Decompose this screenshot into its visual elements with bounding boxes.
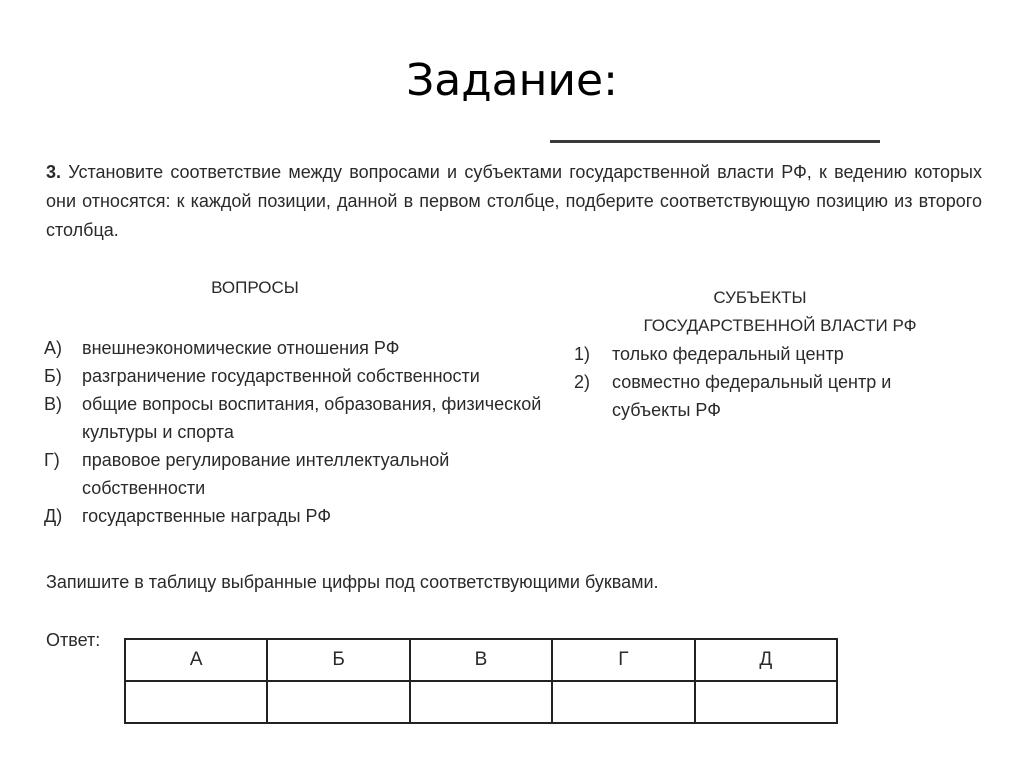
task-text: Установите соответствие между вопросами и субъектами государственной власти РФ, к ведению которых они относятся: к каждой позиции, данной в первом столбце, подберите соответствующую позицию из второго столбца. xyxy=(46,162,982,240)
answer-column-header: А xyxy=(125,639,267,681)
subject-marker: 1) xyxy=(574,344,591,364)
top-divider xyxy=(550,140,880,143)
answer-input-row xyxy=(125,681,837,723)
question-marker: Д) xyxy=(44,506,63,526)
slide-title: Задание: xyxy=(406,55,618,106)
subject-text: только федеральный центр xyxy=(612,344,844,364)
questions-list xyxy=(44,334,544,530)
answer-cell-a[interactable] xyxy=(125,681,267,723)
answer-cell-d[interactable] xyxy=(695,681,837,723)
answer-cell-b[interactable] xyxy=(267,681,409,723)
question-item-a xyxy=(44,334,544,362)
question-item-d xyxy=(44,502,544,530)
question-text: разграничение государственной собственности xyxy=(82,366,480,386)
answer-table xyxy=(124,638,838,724)
question-text: общие вопросы воспитания, образования, физической культуры и спорта xyxy=(82,394,542,442)
question-text: правовое регулирование интеллектуальной собственности xyxy=(82,450,450,498)
subjects-list xyxy=(574,340,974,424)
answer-column-header: В xyxy=(410,639,552,681)
answer-label: Ответ: xyxy=(46,630,101,650)
question-item-g xyxy=(44,446,544,502)
subjects-heading-line1: СУБЪЕКТЫ xyxy=(713,288,807,307)
question-marker: В) xyxy=(44,394,62,414)
question-text: внешнеэкономические отношения РФ xyxy=(82,338,400,358)
subject-marker: 2) xyxy=(574,372,591,392)
question-marker: Б) xyxy=(44,366,62,386)
task-scan xyxy=(40,138,990,738)
answer-column-header: Г xyxy=(552,639,694,681)
answer-column-header: Б xyxy=(267,639,409,681)
instruction-text: Запишите в таблицу выбранные цифры под соответствующими буквами. xyxy=(46,572,659,592)
questions-heading: ВОПРОСЫ xyxy=(211,278,299,297)
answer-cell-v[interactable] xyxy=(410,681,552,723)
question-item-b xyxy=(44,362,544,390)
answer-header-row xyxy=(125,639,837,681)
subject-text: совместно федеральный центр и субъекты РФ xyxy=(612,372,892,420)
question-marker: А) xyxy=(44,338,62,358)
question-marker: Г) xyxy=(44,450,60,470)
subject-item-2 xyxy=(574,368,974,424)
answer-column-header: Д xyxy=(695,639,837,681)
task-statement xyxy=(46,158,982,245)
answer-cell-g[interactable] xyxy=(552,681,694,723)
subject-item-1 xyxy=(574,340,974,368)
subjects-heading-line2: ГОСУДАРСТВЕННОЙ ВЛАСТИ РФ xyxy=(643,316,917,335)
question-text: государственные награды РФ xyxy=(82,506,332,526)
question-item-v xyxy=(44,390,544,446)
task-number: 3. xyxy=(46,162,62,182)
